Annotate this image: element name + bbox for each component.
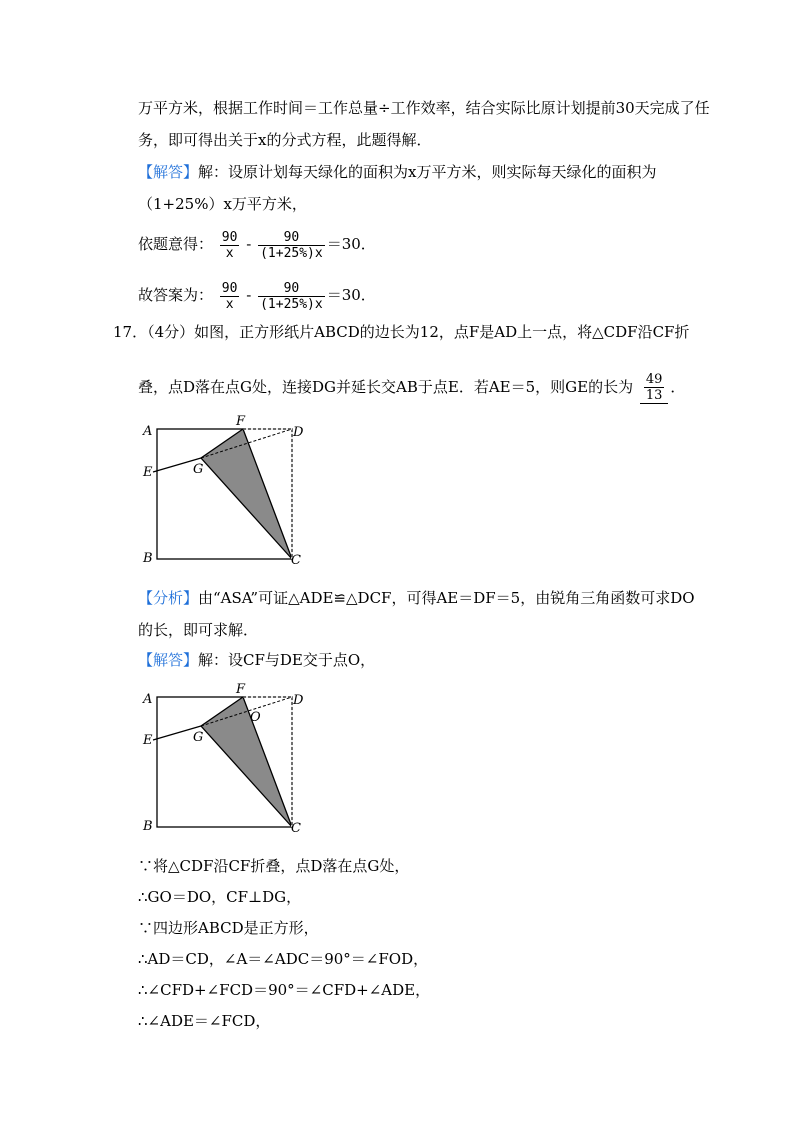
q17-line-1: 17．（4分）如图，正方形纸片ABCD的边长为12，点F是AD上一点，将△CDF沿CF折 xyxy=(113,323,690,341)
analysis-tag: 【分析】 xyxy=(138,589,199,607)
label-c: C xyxy=(291,821,301,835)
fraction: $\frac{90}{x}$ xyxy=(221,280,238,312)
label-e: E xyxy=(143,733,153,748)
label-e: E xyxy=(143,465,153,480)
answer16-line-2: （1+25%）x万平方米， xyxy=(138,195,307,213)
figure-1 xyxy=(140,412,310,567)
fraction: $\frac{90}{x}$ xyxy=(221,229,238,261)
label-d: D xyxy=(293,425,304,440)
label-a: A xyxy=(143,424,153,439)
folded-triangle xyxy=(201,429,292,559)
equation-line: 依题意得： $\frac{90}{x}$ - $\frac{90}{(1+25\%)x}$ ＝30． xyxy=(138,229,376,261)
analysis-line-1: 【分析】由“ASA”可证△ADE≌△DCF，可得AE＝DF＝5，由锐角三角函数可求DO xyxy=(138,589,695,607)
label-c: C xyxy=(291,553,301,567)
analysis-line-2: 的长，即可求解． xyxy=(138,621,259,639)
figure-2 xyxy=(140,680,310,835)
label-a: A xyxy=(143,692,153,707)
solution-step: ∴AD＝CD，∠A＝∠ADC＝90°＝∠FOD， xyxy=(138,950,429,968)
solution-step: ∴GO＝DO，CF⊥DG， xyxy=(138,888,302,906)
solution-step: ∵四边形ABCD是正方形， xyxy=(138,919,319,937)
solution-step: ∴∠ADE＝∠FCD， xyxy=(138,1012,271,1030)
fraction: $\frac{90}{(1+25\%)x}$ xyxy=(260,280,323,312)
answer-fraction: $\frac{49}{13}$ xyxy=(640,372,669,404)
label-d: D xyxy=(293,693,304,708)
folded-triangle xyxy=(201,697,292,827)
answer16-line-1: 【解答】解：设原计划每天绿化的面积为x万平方米，则实际每天绿化的面积为 xyxy=(138,163,657,181)
q17-line-2: 叠，点D落在点G处，连接DG并延长交AB于点E．若AE＝5，则GE的长为 $\frac{49}{13}$ ． xyxy=(138,372,686,403)
label-g: G xyxy=(193,730,204,745)
solution-tag: 【解答】 xyxy=(138,651,199,669)
fraction: $\frac{90}{(1+25\%)x}$ xyxy=(260,229,323,261)
label-g: G xyxy=(193,462,204,477)
intro-line-1: 万平方米，根据工作时间＝工作总量÷工作效率，结合实际比原计划提前30天完成了任 xyxy=(138,99,710,117)
final-answer-line: 故答案为： $\frac{90}{x}$ - $\frac{90}{(1+25\%)x}$ ＝30． xyxy=(138,280,376,312)
label-f: F xyxy=(236,682,246,697)
label-b: B xyxy=(143,819,153,834)
solution-step: ∴∠CFD+∠FCD＝90°＝∠CFD+∠ADE， xyxy=(138,981,431,999)
label-b: B xyxy=(143,551,153,566)
solution-step: ∵将△CDF沿CF折叠，点D落在点G处， xyxy=(138,857,410,875)
label-o: O xyxy=(250,710,261,725)
solution-line-1: 【解答】解：设CF与DE交于点O， xyxy=(138,651,376,669)
answer-tag: 【解答】 xyxy=(138,163,199,181)
label-f: F xyxy=(236,414,246,429)
intro-line-2: 务，即可得出关于x的分式方程，此题得解． xyxy=(138,131,432,149)
